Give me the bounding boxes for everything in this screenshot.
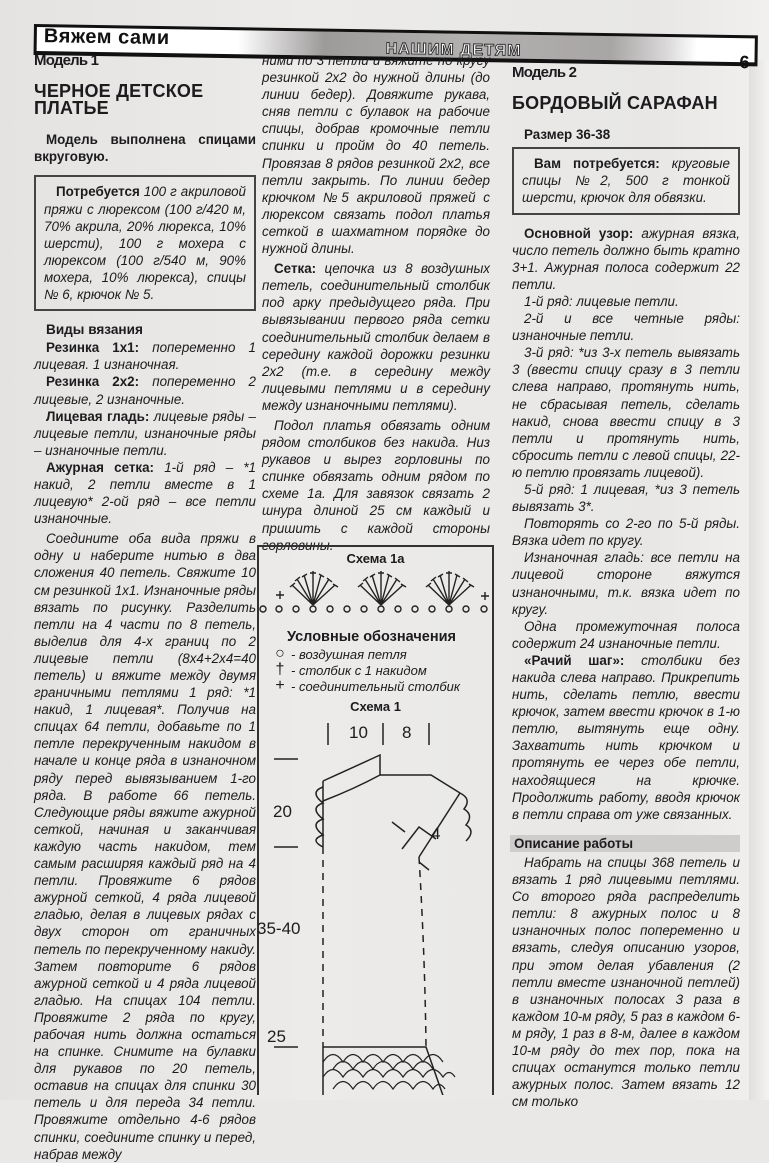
dimension-armhole: 4 xyxy=(431,824,441,843)
row-5: 5-й ряд: 1 лицевая, *из 3 петель вывязать 3*. xyxy=(512,481,740,515)
slip-stitch-plus-icon: + xyxy=(275,677,285,694)
materials-label-1: Потребуется xyxy=(56,184,140,200)
row-2: 2-й и все четные ряды: изнаночные петли. xyxy=(512,311,740,344)
model-1-instructions: Соедините оба вида пряжи в одну и наберите нитью в два сложения 40 петель. Свяжите 10 см резинкой 1х1. Изнаночные ряды вязать по рисунку. Разделить петли на 4 части по 8 петель, выделив для 4-х границ по 2 лицевые петли (8х4+2х4=40 петель) и вяжите между двумя граничными петлями 1 ряд: *1 накид, 1 лицевая*. Получив на спицах 64 петли, добавьте по 1 петле перекрученным накидом в начале и конце ряда в изнаночном ряду перед вывязыванием 1-го ряда. В работе 66 петель. Следующие ряды вяжите ажурной сеткой, начиная и заканчивая каждую часть накидом, тем самым расширяя каждый ряд на 4 петли. Провяжите 6 рядов ажурной сеткой, 4 ряда лицевой гладью, делая в лицевых рядах с двух сторон от граничных петель по перекрученному накиду. Затем повторите 6 рядов ажурной сеткой и 4 ряда лицевой гладью. На спицах 104 петли. Провяжите 2 ряда по кругу, рабочая нить должна остаться на спинке. Снимите на булавки для рукавов по 20 петель, оставив на спицах для спинки 30 петель и для переда 34 петли. Провяжите отдельно 4-6 рядов спинки, соедините спинку и перед, набрав между xyxy=(34,531,256,1162)
model-2-label: Модель 2 xyxy=(512,64,577,81)
materials-box-1 xyxy=(34,175,256,311)
legend-heading: Условные обозначения xyxy=(287,629,456,645)
legend-item: † - столбик с 1 накидом xyxy=(271,662,460,678)
legend-item: ○ - воздушная петля xyxy=(271,646,460,662)
model-1-instructions-cont: ними по 3 петли и вяжите по кругу резинкой 2х2 до нужной длины (до линии бедер). Довяжите рукава, сняв петли с булавок на рабочие спицы, добрав кромочные петли спинки и пройм до 40 петель. Провязав 8 рядов резинкой 2х2, все петли закрыть. По линии бедер крючком №5 акриловой пряжей с люрексом связать подол платья сеткой в шахматном порядке до нужной длины. xyxy=(262,53,490,257)
model-1-intro: Модель выполнена спицами вкруговую. xyxy=(34,132,256,165)
model-1-title: ЧЕРНОЕ ДЕТСКОЕ ПЛАТЬЕ xyxy=(34,81,204,119)
chain-stitch-row xyxy=(260,606,487,612)
schema-1a-title: Схема 1а xyxy=(346,551,405,566)
stitch-stockinette: Лицевая гладь: лицевые ряды – лицевые петли, изнаночные ряды – изнаночные петли. xyxy=(34,408,256,458)
shell-fans xyxy=(290,571,474,605)
work-description-heading: Описание работы xyxy=(510,835,740,852)
model-1-label: Модель 1 xyxy=(34,52,99,69)
purl-stripe-note: Одна промежуточная полоса содержит 24 изнаночные петли. xyxy=(512,618,740,651)
schema-1-title: Схема 1 xyxy=(350,699,401,714)
dimension-shoulder: 8 xyxy=(402,723,412,742)
column-2 xyxy=(262,52,490,554)
schema-panel xyxy=(257,545,494,1095)
stitch-rib-1x1: Резинка 1х1: попеременно 1 лицевая. 1 изнаночная. xyxy=(34,340,256,373)
repeat-note: Повторять со 2-го по 5-й ряды. Вязка идет по кругу. xyxy=(512,516,740,549)
materials-box-2 xyxy=(512,147,740,214)
page-number: 6 xyxy=(739,52,750,73)
dress-pattern-diagram xyxy=(259,717,492,1095)
row-1: 1-й ряд: лицевые петли. xyxy=(524,293,679,309)
column-1 xyxy=(34,52,256,1163)
model-2-title: БОРДОВЫЙ САРАФАН xyxy=(512,93,718,114)
section-title: НАШИМ ДЕТЯМ xyxy=(385,40,522,60)
materials-text-1: 100 г акриловой пряжи с люрексом (100 г/420 м, 70% акрила, 20% люрекса, 10% шерсти), 100 г мохера с люрексом (100 г/540 м, 90% мохера, 10% люрекса), спицы № 6, крючок № 5. xyxy=(44,184,246,303)
dimension-hem: 25 xyxy=(267,1027,286,1046)
knitting-types-heading: Виды вязания xyxy=(46,322,143,338)
magazine-title: Вяжем сами xyxy=(43,25,170,50)
dimension-body: 35-40 xyxy=(257,919,301,938)
finishing-text: Подол платья обвязать одним рядом столбиков без накида. Низ рукавов и вырез горловины по спинке обвязать одним рядом по схеме 1а. Для завязок связать 2 шнура длиной 25 см каждый и пришить с каждой стороны горловины. xyxy=(262,417,490,553)
dimension-neck: 10 xyxy=(349,723,368,742)
model-2-size: Размер 36-38 xyxy=(524,127,611,143)
chain-stitch-circle-icon: ○ xyxy=(275,645,285,662)
materials-text-2: круговые спицы №2, 500 г тонкой шерсти, крючок для обвязки. xyxy=(522,156,730,206)
reverse-stockinette: Изнаночная гладь: все петли на лицевой стороне вяжутся изнаночными, т.к. вязка идет по кругу. xyxy=(512,550,740,617)
stitch-rib-2x2: Резинка 2х2: попеременно 2 лицевые, 2 изнаночные. xyxy=(34,374,256,407)
mesh-description: Сетка: цепочка из 8 воздушных петель, соединительный столбик под арку предыдущего ряда. При вывязывании первого ряда сетки соединительный столбик делаем в середину каждой дорожки резинки 2х2 (т.е. в середину между лицевыми петлями и в середину между изнаночными петлями). xyxy=(262,261,490,413)
legend xyxy=(271,629,460,694)
stitch-openwork-mesh: Ажурная сетка: 1-й ряд – *1 накид, 2 петли вместе в 1 лицевую* 2-ой ряд – все петли изнаночные. xyxy=(34,459,256,527)
dimension-yoke: 20 xyxy=(273,802,292,821)
main-pattern: Основной узор: ажурная вязка, число петель должно быть кратно 3+1. Ажурная полоса содержит 22 петли. xyxy=(512,225,740,292)
work-description: Набрать на спицы 368 петель и вязать 1 ряд лицевыми петлями. Со второго ряда распределить петли: 8 ажурных полос и 8 изнаночных полос попеременно и вязать, следуя описанию узоров, при этом делая убавления (2 петли вместе изнаночной петлей) в изнаночных полосах 3 раза в каждом 10-м ряду, 5 раз в каждом 6-м ряду, 1 раз в 8-м, далее в каждом 10-м ряду до тех пор, пока на спицах останутся только петли ажурных полос. Затем вязать 12 см только xyxy=(512,854,740,1110)
schema-1a-chart xyxy=(259,565,492,627)
row-3: 3-й ряд: *из 3-х петель вывязать 3 (ввести спицу сразу в 3 петли слева направо, протянуть нить, не сбрасывая петель, сделать накид, снова ввести спицу в 3 петли и протянуть нить, сбросить петли с левой спицы, 22-ю петлю провязать лицевой). xyxy=(512,345,740,480)
double-crochet-icon: † xyxy=(275,661,285,678)
next-page-edge xyxy=(749,60,769,1100)
crab-stitch: «Рачий шаг»: столбики без накида слева направо. Прикрепить нить, сделать петлю, ввести крючок, затем ввести крючок в 1-ю петлю, вытянуть еще одну. Захватить нить крючком и протянуть ее через обе петли, находящиеся на крючке. Продолжить работу, вводя крючок в петли справа от уже связанных. xyxy=(512,652,740,822)
materials-label-2: Вам потребуется: xyxy=(534,156,660,172)
column-3 xyxy=(512,64,740,1110)
legend-item: + - соединительный столбик xyxy=(271,678,460,694)
